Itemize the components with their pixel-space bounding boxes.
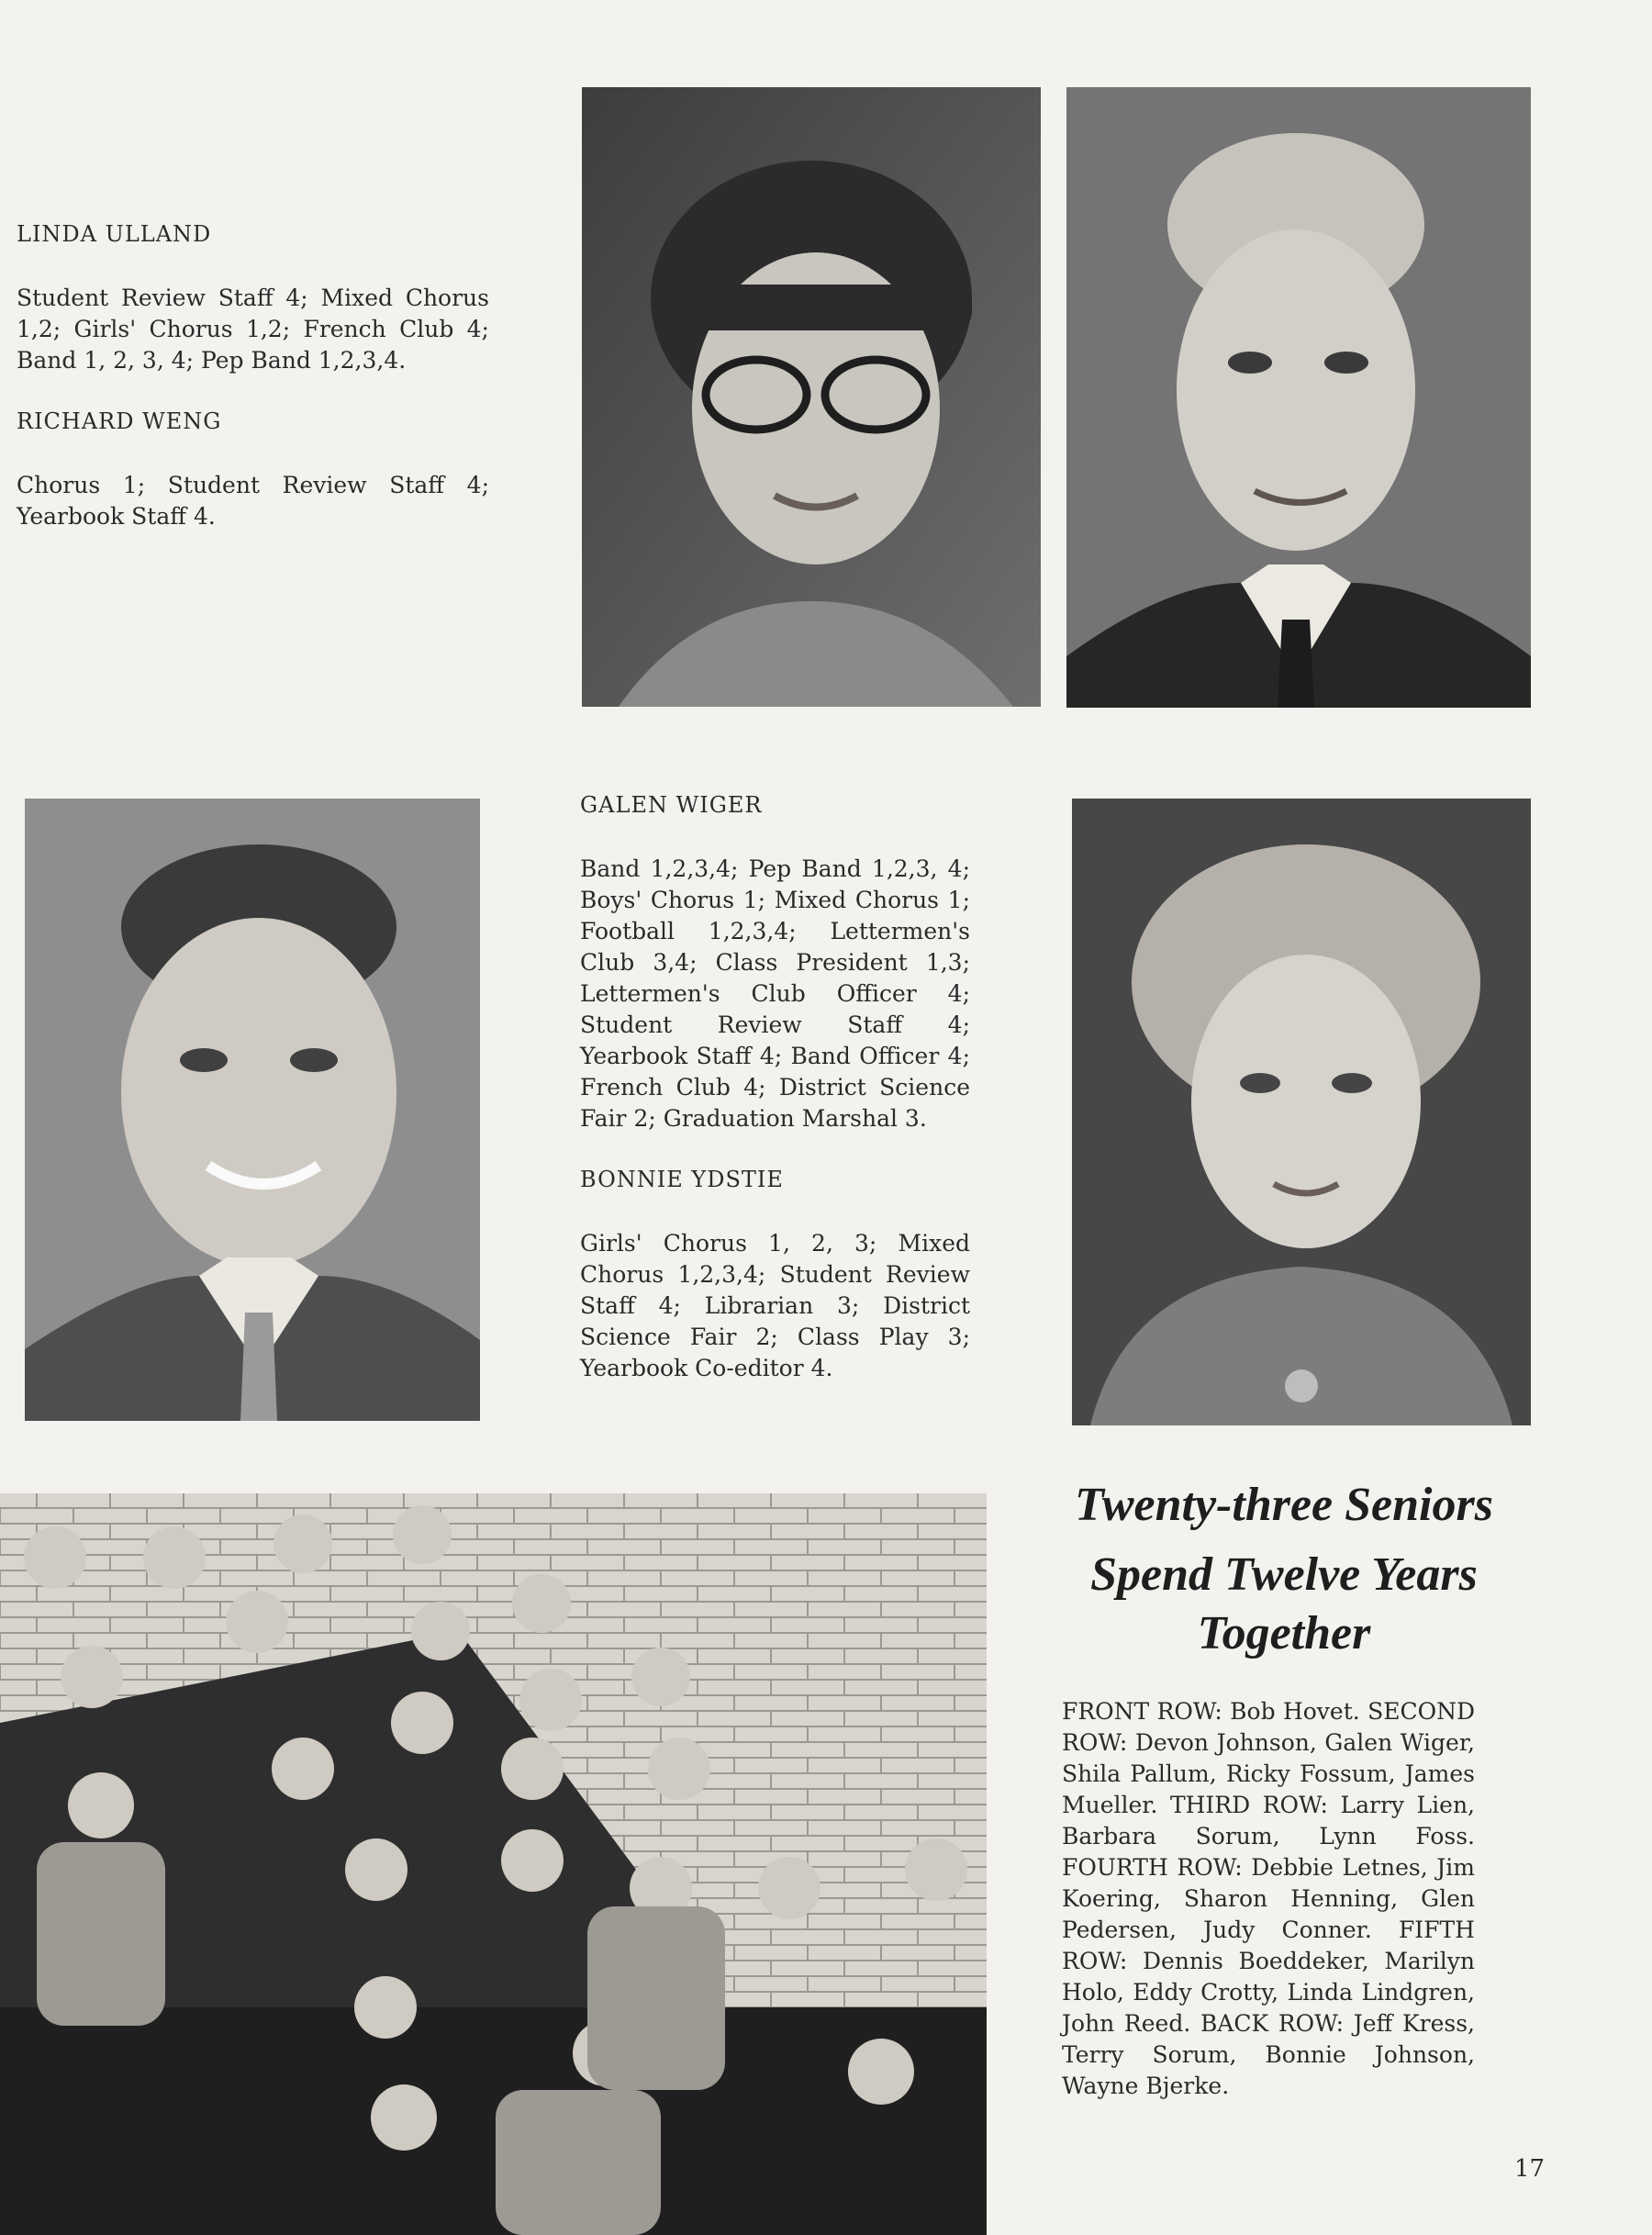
senior-activities: Band 1,2,3,4; Pep Band 1,2,3, 4; Boys' Chorus 1; Mixed Chorus 1; Football 1,2,3,4; Lettermen's Club 3,4; Class President 1,3; Lettermen's Club Officer 4; Student Review Staff 4; Yearbook Staff 4; Band Officer 4; French Club 4; District Science Fair 2; Graduation Marshal 3. bbox=[580, 855, 970, 1132]
senior-name: BONNIE YDSTIE bbox=[580, 1167, 784, 1192]
headline-line: Spend Twelve Years bbox=[1090, 1548, 1478, 1601]
portrait-bonnie-ydstie bbox=[1072, 799, 1531, 1425]
headline-line: Together bbox=[1197, 1607, 1371, 1659]
senior-activities: Chorus 1; Student Review Staff 4; Yearbook Staff 4. bbox=[17, 472, 489, 530]
page-headline bbox=[1017, 1476, 1551, 1663]
group-photo-caption: FRONT ROW: Bob Hovet. SECOND ROW: Devon Johnson, Galen Wiger, Shila Pallum, Ricky Fossum, James Mueller. THIRD ROW: Larry Lien, Barbara Sorum, Lynn Foss. FOURTH ROW: Debbie Letnes, Jim Koering, Sharon Henning, Glen Pedersen, Judy Conner. FIFTH ROW: Dennis Boeddeker, Marilyn Holo, Eddy Crotty, Linda Lindgren, John Reed. BACK ROW: Jeff Kress, Terry Sorum, Bonnie Johnson, Wayne Bjerke. bbox=[1062, 1698, 1475, 2099]
senior-name: GALEN WIGER bbox=[580, 792, 763, 818]
group-photo-seniors bbox=[0, 1493, 987, 2235]
senior-activities: Girls' Chorus 1, 2, 3; Mixed Chorus 1,2,3,4; Student Review Staff 4; Librarian 3; District Science Fair 2; Class Play 3; Yearbook Co-editor 4. bbox=[580, 1230, 970, 1381]
headline-line: Twenty-three Seniors bbox=[1075, 1479, 1493, 1531]
senior-name: LINDA ULLAND bbox=[17, 221, 212, 247]
page-number: 17 bbox=[1514, 2155, 1546, 2183]
portrait-richard-weng bbox=[1066, 87, 1531, 708]
portrait-galen-wiger bbox=[25, 799, 480, 1421]
senior-activities: Student Review Staff 4; Mixed Chorus 1,2; Girls' Chorus 1,2; French Club 4; Band 1, 2, 3, 4; Pep Band 1,2,3,4. bbox=[17, 285, 489, 374]
bio-block-ulland-weng bbox=[17, 220, 489, 532]
senior-name: RICHARD WENG bbox=[17, 408, 222, 434]
portrait-linda-ulland bbox=[582, 87, 1041, 707]
bio-block-wiger-ydstie bbox=[580, 791, 970, 1384]
